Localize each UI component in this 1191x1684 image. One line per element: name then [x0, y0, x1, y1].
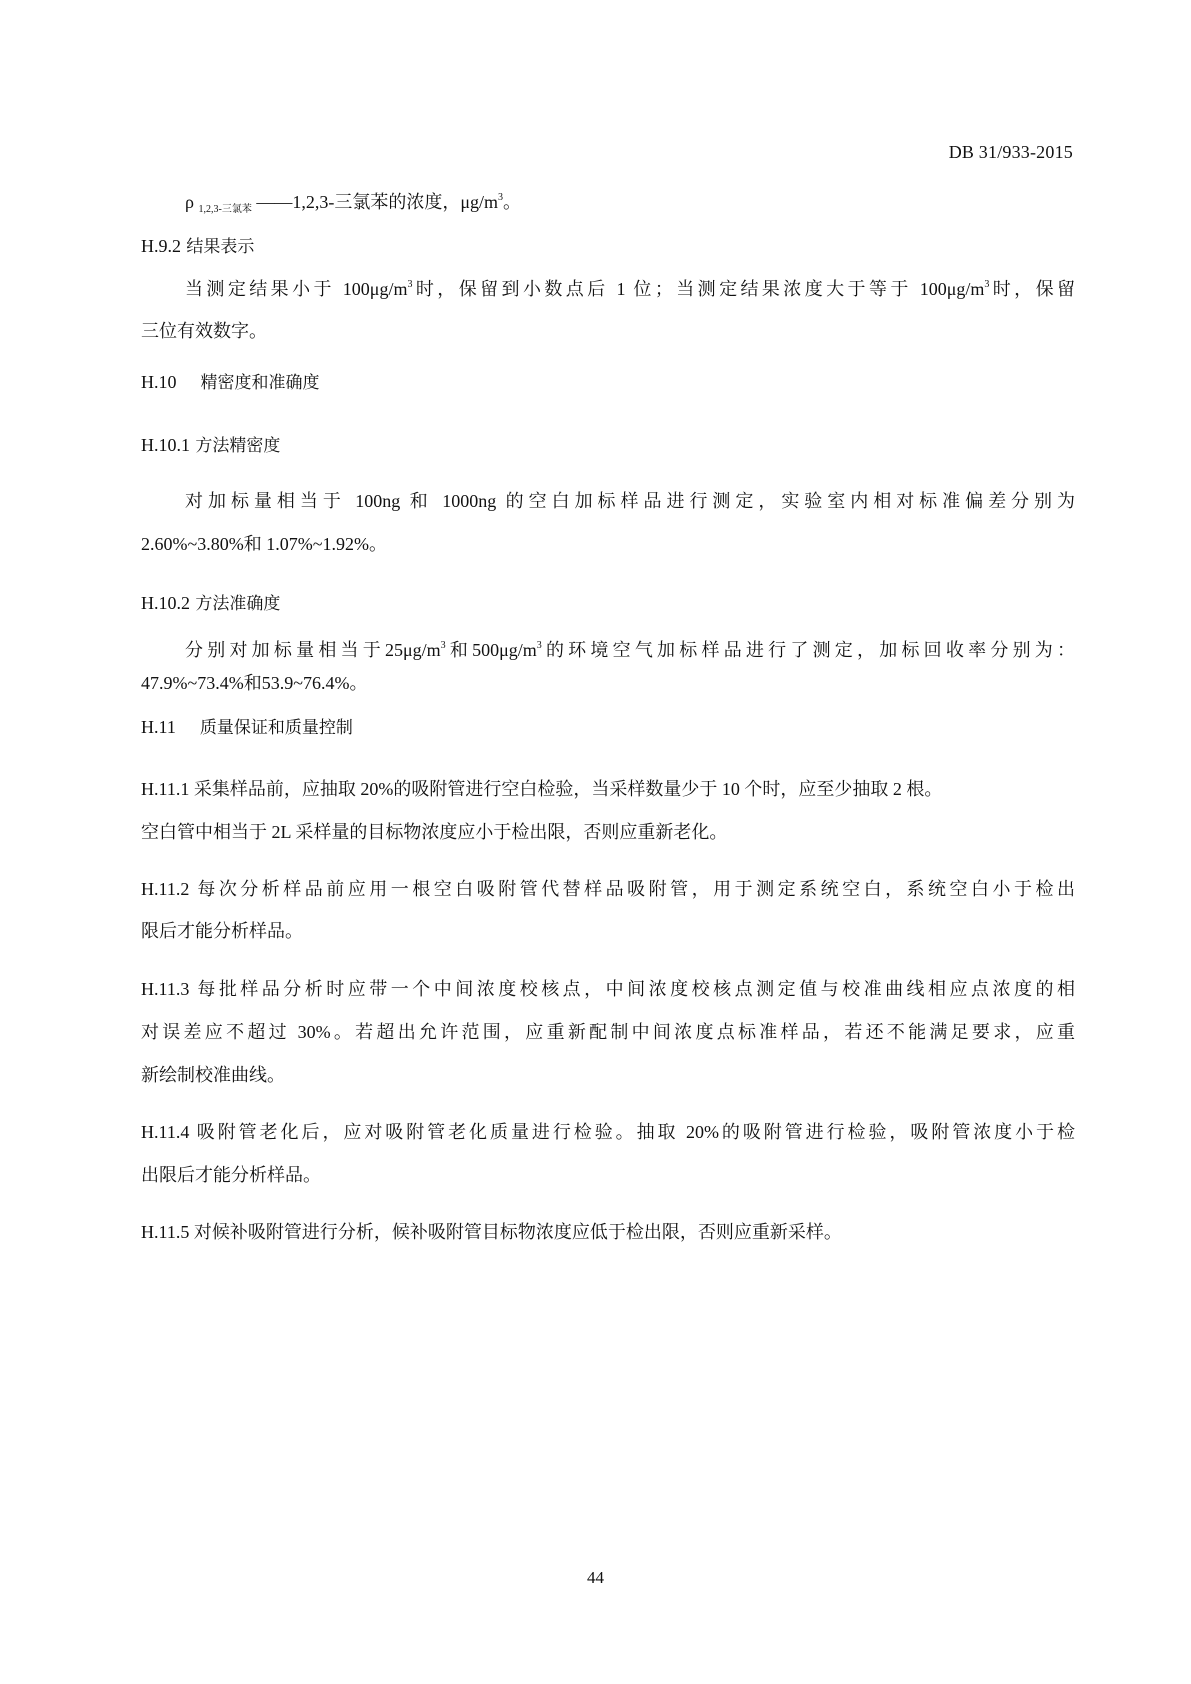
paragraph-h11-3: H.11.3 每批样品分析时应带一个中间浓度校核点，中间浓度校核点测定值与校准曲线相应点浓度的相	[141, 979, 1075, 999]
paragraph-line: 分别对加标量相当于$25\mu g/m^3$和$500\mu g/m^3$的环境空气加标样品进行了测定，加标回收率分别为：	[185, 640, 1076, 660]
rho-text: ——1,2,3-三氯苯的浓度，μg/m	[256, 192, 498, 212]
paragraph-h9-2	[141, 275, 1075, 301]
rho-subscript: 1,2,3-三氯苯	[198, 204, 252, 215]
heading-title: 结果表示	[186, 237, 255, 257]
page-number: 44	[587, 1568, 604, 1587]
paragraph-line: 空白管中相当于 2L 采样量的目标物浓度应小于检出限，否则应重新老化。	[141, 822, 728, 842]
paragraph-line: 出限后才能分析样品。	[141, 1165, 321, 1185]
paragraph-line: 2.60%~3.80%和 1.07%~1.92%。	[141, 534, 387, 554]
rho-sup: 3	[497, 192, 503, 203]
paragraph-line: 新绘制校准曲线。	[141, 1065, 285, 1085]
paragraph-h11-5: H.11.5 对候补吸附管进行分析，候补吸附管目标物浓度应低于检出限，否则应重新采样。	[141, 1222, 842, 1242]
paragraph-h11-4: H.11.4 吸附管老化后，应对吸附管老化质量进行检验。抽取 20%的吸附管进行检验，吸附管浓度小于检	[141, 1122, 1075, 1142]
paragraph-line: 三位有效数字。	[141, 321, 267, 341]
heading-h11: H.11 质量保证和质量控制	[141, 717, 353, 738]
paragraph-line: 对加标量相当于 100ng 和 1000ng 的空白加标样品进行测定，实验室内相对标准偏差分别为	[185, 491, 1075, 511]
rho-end: 。	[502, 192, 521, 212]
paragraph-line: 对误差应不超过 30%。若超出允许范围，应重新配制中间浓度点标准样品，若还不能满足要求，应重	[141, 1022, 1075, 1042]
heading-h10: H.10 精密度和准确度	[141, 372, 320, 393]
paragraph-line: 限后才能分析样品。	[141, 921, 303, 941]
paragraph-h11-2: H.11.2 每次分析样品前应用一根空白吸附管代替样品吸附管，用于测定系统空白，系统空白小于检出	[141, 879, 1075, 899]
paragraph-line: 47.9%~73.4%和53.9~76.4%。	[141, 673, 368, 693]
rho-definition	[185, 188, 521, 214]
standard-code: DB 31/933-2015	[948, 142, 1073, 162]
heading-h10-1: H.10.1 方法精密度	[141, 435, 281, 456]
paragraph-line: 当测定结果小于 $100\mu g/m^3$时，保留到小数点后 1 位；当测定结果浓度大于等于 $100\mu g/m^3$时，保留	[185, 279, 1076, 299]
heading-h9-2	[141, 232, 254, 257]
paragraph-h11-1: H.11.1 采集样品前，应抽取 20%的吸附管进行空白检验，当采样数量少于 10 个时，应至少抽取 2 根。	[141, 779, 943, 799]
heading-number: H.9.2	[141, 236, 181, 256]
rho-symbol: ρ	[185, 192, 194, 212]
heading-h10-2: H.10.2 方法准确度	[141, 593, 281, 614]
